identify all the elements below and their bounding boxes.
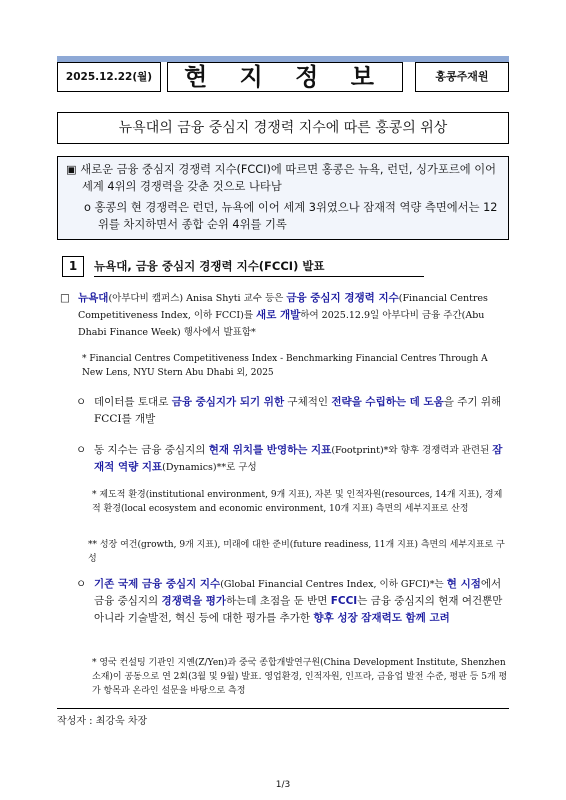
section-underline	[94, 276, 424, 277]
highlight-text: 기존 국제 금융 중심지 지수	[94, 578, 221, 590]
document-subtitle: 뉴욕대의 금융 중심지 경쟁력 지수에 따른 홍콩의 위상	[57, 112, 509, 144]
circle-bullet-icon: ㅇ	[76, 444, 87, 456]
circle-bullet-icon: ㅇ	[76, 396, 87, 408]
highlight-text: 경쟁력을 평가	[161, 595, 227, 607]
summary-subpoint	[66, 199, 500, 233]
circle-bullet-icon: o	[84, 201, 91, 214]
paragraph-purpose	[76, 394, 510, 428]
body-text: 에서 금융 중심지의	[94, 578, 502, 607]
body-text: (아부다비 캠퍼스) Anisa Shyti 교수 등은	[108, 293, 287, 304]
summary-subtext: 홍콩의 현 경쟁력은 런던, 뉴욕에 이어 세계 3위였으나 잠재적 역량 측면에서는 12위를 차지하면서 종합 순위 4위를 기록	[94, 201, 498, 231]
footnote: * Financial Centres Competitiveness Index - Benchmarking Financial Centres Through A New Lens, NYU Stern Abu Dhabi 외, 2025	[82, 354, 488, 378]
highlight-text: 현 시점	[446, 578, 481, 590]
body-text: (Global Financial Centres Index, 이하 GFCI)*는	[220, 579, 447, 590]
highlight-text: FCCI	[330, 595, 358, 607]
report-date: 2025.12.22(월)	[57, 62, 161, 92]
author-line: 작성자 : 최강욱 차장	[57, 716, 148, 727]
body-text: 구체적인	[284, 396, 332, 408]
paragraph-announcement	[60, 290, 510, 341]
body-text: 하는데 초점을 둔 반면	[226, 595, 331, 607]
footnote: * 영국 컨설팅 기관인 지옌(Z/Yen)과 중국 종합개발연구원(China Development Institute, Shenzhen 소재)이 공동으로 연 2회(3월 및 9월) 발표. 영업환경, 인적자원, 인프라, 금융업 발전 수준, 평판 등 5개 평가 항목과 온라인 설문을 바탕으로 측정	[92, 658, 508, 696]
body-text: 는 금융 중심지의 현재 여건뿐만 아니라 기술발전, 혁신 등에 대한 평가를 추가한	[94, 595, 503, 624]
body-text: 을 주기 위해 FCCI를 개발	[94, 396, 502, 425]
highlight-text: 향후 성장 잠재력도 함께 고려	[313, 612, 450, 624]
highlight-text: 전략을 수립하는 데 도움	[331, 396, 444, 408]
square-bullet-icon: □	[60, 292, 70, 304]
paragraph-composition	[76, 442, 510, 476]
highlight-text: 금융 중심지 경쟁력 지수	[286, 292, 399, 304]
page-number: 1/3	[275, 780, 291, 790]
footnote: * 제도적 환경(institutional environment, 9개 지표), 자본 및 인적자원(resources, 14개 지표), 경제적 환경(local ecosystem and economic environment, 10개 지표) 측면의 세부지표로 산정	[92, 490, 503, 514]
footer-divider	[57, 708, 509, 709]
highlight-text: 뉴욕대	[78, 292, 109, 304]
square-bullet-icon: ▣	[66, 163, 77, 176]
section-label: 뉴욕대, 금융 중심지 경쟁력 지수(FCCI) 발표	[94, 259, 325, 273]
body-text: 하여 2025.12.9일 아부다비 금융 주간(Abu Dhabi Finance Week) 행사에서 발표함*	[78, 310, 485, 338]
summary-box	[57, 156, 509, 240]
highlight-text: 잠재적 역량 지표	[94, 444, 503, 473]
circle-bullet-icon: ㅇ	[76, 578, 87, 590]
paragraph-comparison	[76, 576, 510, 627]
body-text: (Dynamics)**로 구성	[162, 462, 257, 473]
body-text: (Financial Centres Competitiveness Index, 이하 FCCI)를	[78, 293, 488, 321]
body-text: (Footprint)*와 향후 경쟁력과 관련된	[331, 445, 493, 456]
summary-text: 새로운 금융 중심지 경쟁력 지수(FCCI)에 따르면 홍콩은 뉴욕, 런던, 싱가포르에 이어 세계 4위의 경쟁력을 갖춘 것으로 나타남	[80, 163, 497, 193]
highlight-text: 새로 개발	[256, 309, 301, 321]
body-text: 동 지수는 금융 중심지의	[94, 444, 209, 456]
highlight-text: 현재 위치를 반영하는 지표	[208, 444, 332, 456]
body-text: 데이터를 토대로	[94, 396, 172, 408]
report-title: 현 지 정 보	[167, 62, 403, 92]
section-number: 1	[62, 256, 84, 277]
footnote: ** 성장 여건(growth, 9개 지표), 미래에 대한 준비(future readiness, 11개 지표) 측면의 세부지표로 구성	[88, 540, 505, 564]
header	[57, 62, 509, 92]
highlight-text: 금융 중심지가 되기 위한	[171, 396, 285, 408]
office-name: 홍콩주재원	[415, 62, 509, 92]
summary-point	[66, 161, 500, 195]
